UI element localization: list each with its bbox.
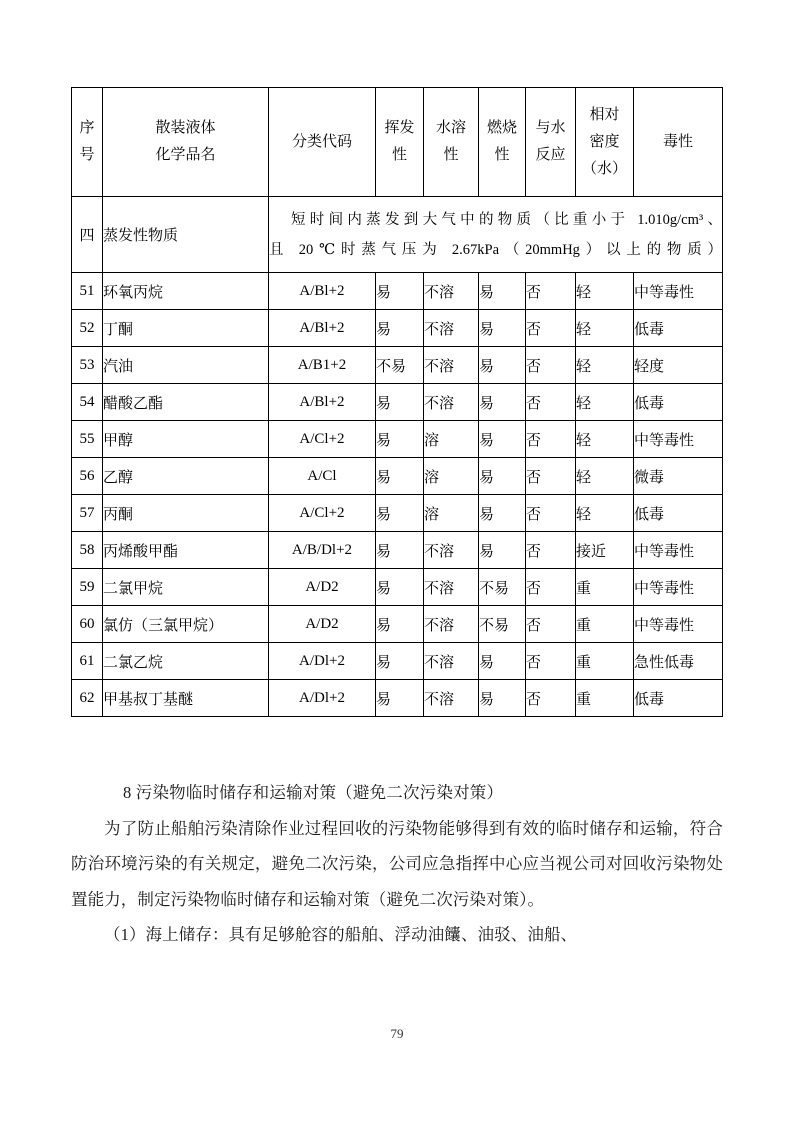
- column-header-water-solubility: [424, 88, 479, 197]
- table-row: [72, 384, 723, 421]
- cell-relative-density: 轻: [576, 310, 634, 347]
- cell-serial: 61: [72, 643, 103, 680]
- header-line: 密度: [589, 133, 620, 150]
- table-row: [72, 643, 723, 680]
- cell-relative-density: 轻: [576, 347, 634, 384]
- table-header: [72, 88, 723, 197]
- category-name: 蒸发性物质: [103, 197, 269, 273]
- cell-serial: 54: [72, 384, 103, 421]
- cell-chemical-name: 甲醇: [103, 421, 269, 458]
- header-line: （水）: [581, 160, 627, 177]
- table-row: [72, 347, 723, 384]
- cell-classification-code: A/B1+2: [269, 347, 376, 384]
- cell-chemical-name: 环氧丙烷: [103, 273, 269, 310]
- table-row: [72, 421, 723, 458]
- cell-relative-density: 轻: [576, 384, 634, 421]
- cell-volatility: 易: [376, 643, 424, 680]
- cell-serial: 51: [72, 273, 103, 310]
- header-line: 水溶: [435, 120, 466, 136]
- cell-relative-density: 接近: [576, 532, 634, 569]
- cell-flammability: 易: [479, 680, 526, 717]
- cell-serial: 52: [72, 310, 103, 347]
- table-row: [72, 680, 723, 717]
- cell-relative-density: 重: [576, 643, 634, 680]
- table-row: [72, 310, 723, 347]
- cell-toxicity: 低毒: [634, 680, 723, 717]
- header-line: 相对: [589, 106, 620, 123]
- cell-water-solubility: 不溶: [424, 310, 479, 347]
- section-heading: 8 污染物临时储存和运输对策（避免二次污染对策）: [123, 783, 504, 802]
- header-line: 毒性: [662, 133, 693, 150]
- cell-volatility: 易: [376, 384, 424, 421]
- table-body: [72, 197, 723, 717]
- cell-serial: 56: [72, 458, 103, 495]
- header-line: 性: [494, 147, 510, 163]
- paragraph-2: （1）海上储存：具有足够舱容的船舶、浮动油饢、油驳、油船、: [104, 925, 578, 944]
- cell-classification-code: A/D2: [269, 606, 376, 643]
- cell-relative-density: 重: [576, 680, 634, 717]
- cell-toxicity: 微毒: [634, 458, 723, 495]
- cell-relative-density: 轻: [576, 421, 634, 458]
- cell-water-reaction: 否: [526, 421, 576, 458]
- cell-water-reaction: 否: [526, 310, 576, 347]
- header-line: 号: [79, 147, 95, 163]
- cell-serial: 58: [72, 532, 103, 569]
- cell-water-reaction: 否: [526, 532, 576, 569]
- table-row: [72, 458, 723, 495]
- cell-water-reaction: 否: [526, 384, 576, 421]
- chemical-properties-table: [71, 87, 723, 717]
- category-description-line-1: 短时间内蒸发到大气中的物质（比重小于 1.010g/cm³、: [291, 211, 722, 228]
- cell-volatility: 易: [376, 310, 424, 347]
- cell-water-solubility: 不溶: [424, 569, 479, 606]
- cell-toxicity: 中等毒性: [634, 421, 723, 458]
- cell-relative-density: 轻: [576, 273, 634, 310]
- table-row: [72, 495, 723, 532]
- cell-water-solubility: 溶: [424, 495, 479, 532]
- cell-water-solubility: 不溶: [424, 384, 479, 421]
- cell-classification-code: A/Dl+2: [269, 643, 376, 680]
- cell-classification-code: A/D2: [269, 569, 376, 606]
- category-number: 四: [72, 197, 103, 273]
- cell-toxicity: 中等毒性: [634, 606, 723, 643]
- header-line: 与水: [535, 120, 566, 136]
- cell-volatility: 易: [376, 273, 424, 310]
- cell-chemical-name: 甲基叔丁基醚: [103, 680, 269, 717]
- cell-water-solubility: 不溶: [424, 532, 479, 569]
- header-line: 性: [443, 147, 459, 163]
- header-line: 散装液体: [155, 120, 216, 136]
- cell-water-reaction: 否: [526, 569, 576, 606]
- cell-relative-density: 轻: [576, 495, 634, 532]
- column-header-water-reaction: [526, 88, 576, 197]
- cell-toxicity: 中等毒性: [634, 273, 723, 310]
- cell-relative-density: 重: [576, 606, 634, 643]
- cell-relative-density: 重: [576, 569, 634, 606]
- header-line: 分类代码: [291, 133, 352, 150]
- cell-classification-code: A/Cl+2: [269, 495, 376, 532]
- cell-volatility: 易: [376, 606, 424, 643]
- cell-volatility: 易: [376, 458, 424, 495]
- cell-water-solubility: 不溶: [424, 643, 479, 680]
- cell-classification-code: A/Cl+2: [269, 421, 376, 458]
- cell-chemical-name: 丙酮: [103, 495, 269, 532]
- header-line: 挥发: [384, 120, 415, 136]
- cell-toxicity: 中等毒性: [634, 532, 723, 569]
- cell-toxicity: 低毒: [634, 384, 723, 421]
- cell-flammability: 易: [479, 495, 526, 532]
- cell-classification-code: A/Bl+2: [269, 310, 376, 347]
- cell-flammability: 易: [479, 384, 526, 421]
- cell-chemical-name: 乙醇: [103, 458, 269, 495]
- cell-classification-code: A/Bl+2: [269, 273, 376, 310]
- cell-water-reaction: 否: [526, 273, 576, 310]
- page-number: 79: [390, 1026, 404, 1041]
- column-header-toxicity: [634, 88, 723, 197]
- cell-serial: 62: [72, 680, 103, 717]
- cell-flammability: 易: [479, 310, 526, 347]
- cell-chemical-name: 氯仿（三氯甲烷）: [103, 606, 269, 643]
- cell-water-reaction: 否: [526, 606, 576, 643]
- column-header-flammability: [479, 88, 526, 197]
- cell-volatility: 不易: [376, 347, 424, 384]
- column-header-classification-code: [269, 88, 376, 197]
- cell-water-solubility: 不溶: [424, 273, 479, 310]
- header-line: 序: [79, 120, 95, 136]
- column-header-relative-density: [576, 88, 634, 197]
- category-description-line-2: 且 20℃时蒸气压为 2.67kPa（20mmHg）以上的物质）: [269, 241, 722, 258]
- cell-water-reaction: 否: [526, 643, 576, 680]
- cell-serial: 59: [72, 569, 103, 606]
- cell-flammability: 易: [479, 532, 526, 569]
- column-header-chemical-name: [103, 88, 269, 197]
- cell-flammability: 易: [479, 643, 526, 680]
- cell-serial: 53: [72, 347, 103, 384]
- cell-water-reaction: 否: [526, 347, 576, 384]
- cell-water-solubility: 不溶: [424, 606, 479, 643]
- cell-water-solubility: 溶: [424, 421, 479, 458]
- cell-serial: 57: [72, 495, 103, 532]
- cell-flammability: 易: [479, 347, 526, 384]
- cell-toxicity: 轻度: [634, 347, 723, 384]
- cell-serial: 55: [72, 421, 103, 458]
- cell-toxicity: 急性低毒: [634, 643, 723, 680]
- cell-toxicity: 低毒: [634, 495, 723, 532]
- cell-flammability: 不易: [479, 569, 526, 606]
- cell-chemical-name: 丙烯酸甲酯: [103, 532, 269, 569]
- cell-classification-code: A/B/Dl+2: [269, 532, 376, 569]
- header-line: 反应: [535, 147, 566, 163]
- column-header-serial: [72, 88, 103, 197]
- cell-classification-code: A/Bl+2: [269, 384, 376, 421]
- category-description: [269, 197, 723, 273]
- cell-relative-density: 轻: [576, 458, 634, 495]
- cell-water-reaction: 否: [526, 458, 576, 495]
- cell-volatility: 易: [376, 532, 424, 569]
- table-row: [72, 606, 723, 643]
- cell-water-solubility: 不溶: [424, 680, 479, 717]
- cell-chemical-name: 汽油: [103, 347, 269, 384]
- category-band-row: [72, 197, 723, 273]
- cell-toxicity: 低毒: [634, 310, 723, 347]
- cell-volatility: 易: [376, 680, 424, 717]
- cell-serial: 60: [72, 606, 103, 643]
- cell-chemical-name: 丁酮: [103, 310, 269, 347]
- header-line: 燃烧: [486, 120, 517, 136]
- cell-flammability: 易: [479, 421, 526, 458]
- cell-flammability: 易: [479, 458, 526, 495]
- cell-flammability: 易: [479, 273, 526, 310]
- cell-chemical-name: 二氯乙烷: [103, 643, 269, 680]
- column-header-volatility: [376, 88, 424, 197]
- body-text-block: [71, 775, 723, 953]
- cell-toxicity: 中等毒性: [634, 569, 723, 606]
- cell-volatility: 易: [376, 421, 424, 458]
- table-header-row: [72, 88, 723, 197]
- cell-volatility: 易: [376, 569, 424, 606]
- chemical-table-container: [71, 87, 722, 717]
- cell-water-reaction: 否: [526, 495, 576, 532]
- cell-chemical-name: 醋酸乙酯: [103, 384, 269, 421]
- table-row: [72, 273, 723, 310]
- cell-water-solubility: 溶: [424, 458, 479, 495]
- header-line: 性: [391, 147, 407, 163]
- header-line: 化学品名: [155, 147, 216, 163]
- paragraph-1: 为了防止船舶污染清除作业过程回收的污染物能够得到有效的临时储存和运输，符合防治环境污染的有关规定，避免二次污染，公司应急指挥中心应当视公司对回收污染物处置能力，制定污染物临时储存和运输对策（避免二次污染对策）。: [71, 818, 723, 909]
- cell-volatility: 易: [376, 495, 424, 532]
- table-row: [72, 532, 723, 569]
- cell-classification-code: A/Cl: [269, 458, 376, 495]
- cell-chemical-name: 二氯甲烷: [103, 569, 269, 606]
- cell-water-solubility: 不溶: [424, 347, 479, 384]
- table-row: [72, 569, 723, 606]
- cell-classification-code: A/Dl+2: [269, 680, 376, 717]
- cell-water-reaction: 否: [526, 680, 576, 717]
- cell-flammability: 不易: [479, 606, 526, 643]
